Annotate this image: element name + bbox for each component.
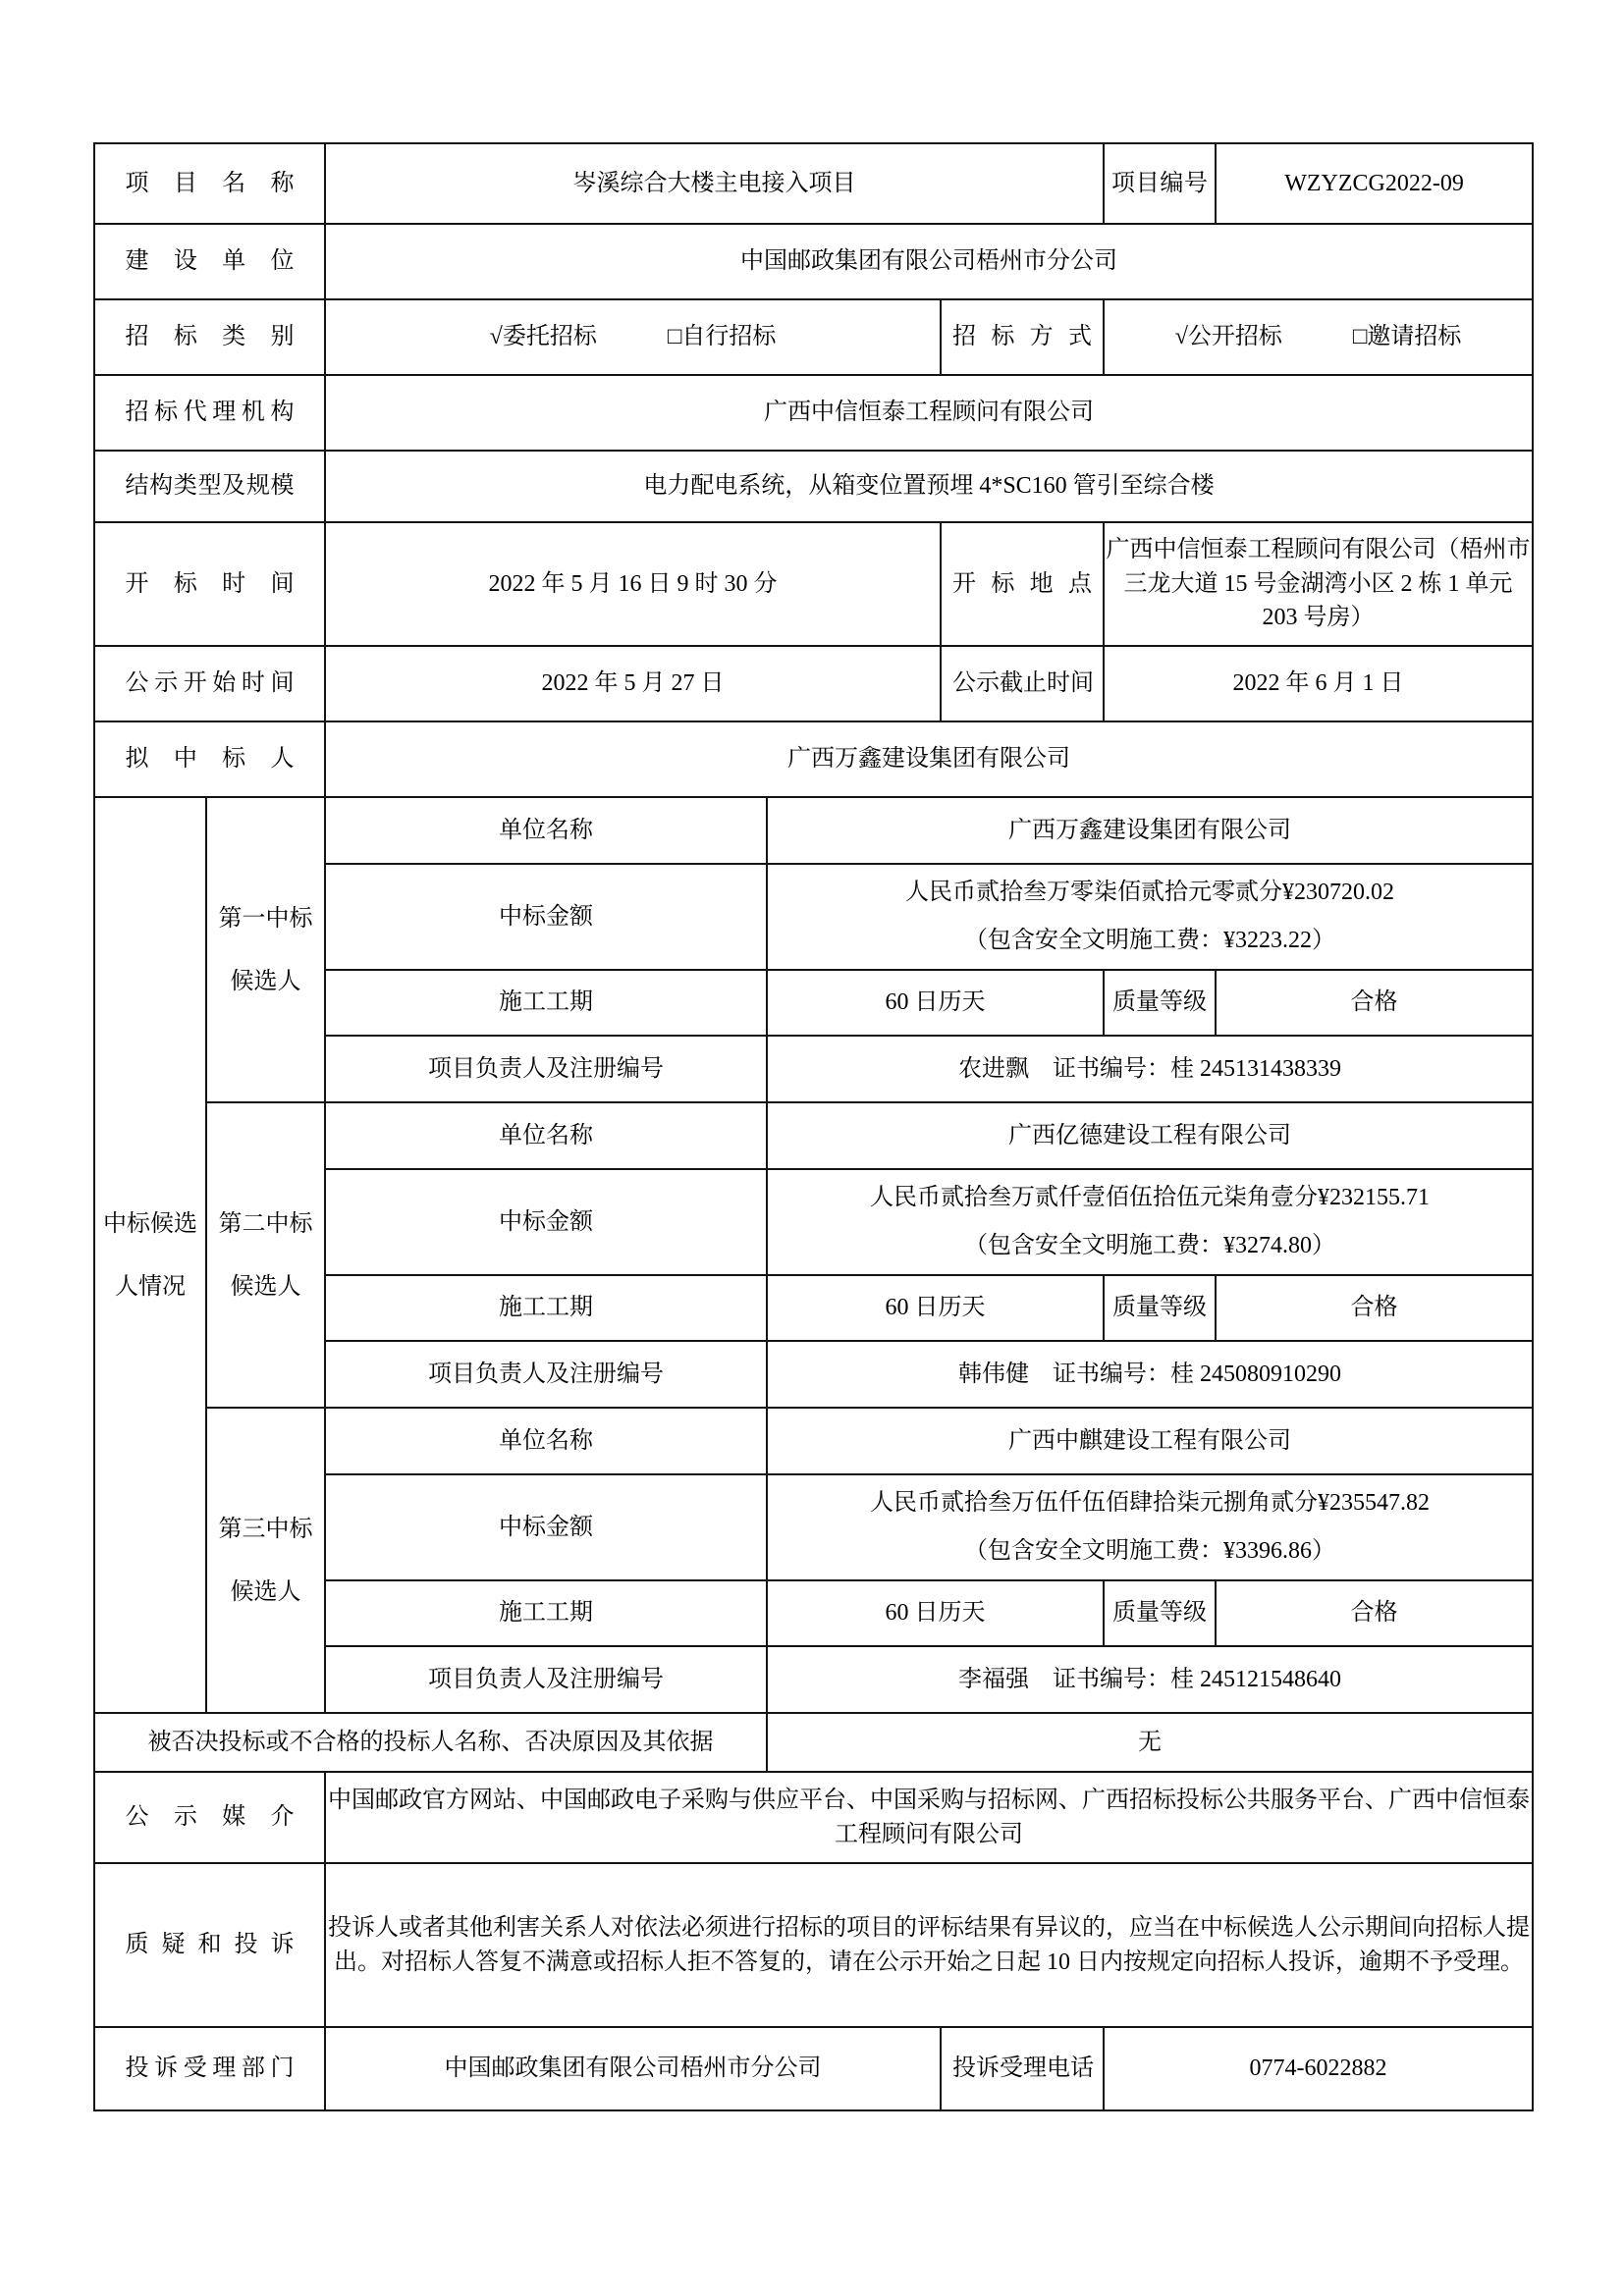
- rejected-bidders-value: 无: [767, 1713, 1533, 1772]
- tender-method-label: [941, 299, 1104, 375]
- candidate-2-quality-label: 质量等级: [1104, 1275, 1216, 1341]
- candidate-3-amount-note: （包含安全文明施工费：¥3396.86）: [964, 1538, 1336, 1564]
- candidate-3-rank-label: [206, 1408, 325, 1713]
- candidate-1-quality-label: 质量等级: [1104, 970, 1216, 1036]
- publicity-start-value: 2022 年 5 月 27 日: [325, 646, 941, 721]
- bid-result-publicity-table: [93, 142, 1534, 2111]
- candidate-3-duration-label: 施工工期: [325, 1580, 767, 1646]
- structure-type-label: [94, 451, 325, 522]
- project-name-label: [94, 143, 325, 224]
- candidate-2-rank-label: [206, 1102, 325, 1408]
- candidate-1-amount-main: 人民币贰拾叁万零柒佰贰拾元零贰分¥230720.02: [905, 880, 1395, 906]
- candidate-2-amount-main: 人民币贰拾叁万贰仟壹佰伍拾伍元柒角壹分¥232155.71: [870, 1185, 1431, 1211]
- objection-value: 投诉人或者其他利害关系人对依法必须进行招标的项目的评标结果有异议的，应当在中标候选人公示期间向招标人提出。对招标人答复不满意或招标人拒不答复的，请在公示开始之日起 10 日内按规定向招标人投诉，逾期不予受理。: [325, 1863, 1533, 2027]
- publicity-end-label: [941, 646, 1104, 721]
- proposed-winner-value: 广西万鑫建设集团有限公司: [325, 721, 1533, 797]
- candidate-3-quality-value: 合格: [1216, 1580, 1533, 1646]
- tender-method-value: √公开招标 □邀请招标: [1104, 299, 1533, 375]
- candidate-2-rank-line2: 候选人: [230, 1273, 301, 1300]
- candidates-section-label-line1: 中标候选: [103, 1210, 197, 1237]
- candidate-1-rank-line2: 候选人: [230, 968, 301, 994]
- publicity-media-value: 中国邮政官方网站、中国邮政电子采购与供应平台、中国采购与招标网、广西招标投标公共服务平台、广西中信恒泰工程顾问有限公司: [325, 1772, 1533, 1863]
- publicity-start-label: [94, 646, 325, 721]
- candidate-1-duration-value: 60 日历天: [767, 970, 1104, 1036]
- owner-label-text: 建设单位: [125, 248, 295, 275]
- candidates-section-label: [94, 797, 206, 1713]
- candidate-1-quality-value: 合格: [1216, 970, 1533, 1036]
- complaint-phone-label: [941, 2027, 1104, 2110]
- candidate-1-rank-line1: 第一中标: [218, 905, 313, 932]
- candidate-3-company-label: 单位名称: [325, 1408, 767, 1474]
- proposed-winner-label-text: 拟中标人: [125, 746, 295, 773]
- complaint-dept-value: 中国邮政集团有限公司梧州市分公司: [325, 2027, 941, 2110]
- publicity-end-value: 2022 年 6 月 1 日: [1104, 646, 1533, 721]
- owner-value: 中国邮政集团有限公司梧州市分公司: [325, 224, 1533, 299]
- candidate-2-company-value: 广西亿德建设工程有限公司: [767, 1102, 1533, 1169]
- candidate-2-duration-value: 60 日历天: [767, 1275, 1104, 1341]
- opening-place-label: [941, 522, 1104, 646]
- opening-time-label-text: 开标时间: [125, 570, 295, 597]
- rejected-bidders-label: 被否决投标或不合格的投标人名称、否决原因及其依据: [94, 1713, 767, 1772]
- project-code-label: [1104, 143, 1216, 224]
- candidate-1-company-label: 单位名称: [325, 797, 767, 864]
- complaint-phone-value: 0774-6022882: [1104, 2027, 1533, 2110]
- candidate-3-rank-line2: 候选人: [230, 1578, 301, 1605]
- agency-label: [94, 375, 325, 451]
- publicity-media-label-text: 公示媒介: [125, 1804, 295, 1831]
- candidate-2-amount-note: （包含安全文明施工费：¥3274.80）: [964, 1233, 1336, 1258]
- owner-label: [94, 224, 325, 299]
- opening-time-label: [94, 522, 325, 646]
- candidate-2-company-label: 单位名称: [325, 1102, 767, 1169]
- candidate-2-amount-label: 中标金额: [325, 1169, 767, 1275]
- candidate-2-quality-value: 合格: [1216, 1275, 1533, 1341]
- publicity-end-label-text: 公示截止时间: [952, 670, 1095, 697]
- tender-method-label-text: 招标方式: [952, 324, 1093, 350]
- candidate-2-duration-label: 施工工期: [325, 1275, 767, 1341]
- structure-type-label-text: 结构类型及规模: [125, 473, 295, 500]
- candidate-3-quality-label: 质量等级: [1104, 1580, 1216, 1646]
- opening-place-value: 广西中信恒泰工程顾问有限公司（梧州市三龙大道 15 号金湖湾小区 2 栋 1 单元 203 号房）: [1104, 522, 1533, 646]
- candidate-3-rank-line1: 第三中标: [218, 1516, 313, 1542]
- candidate-3-amount-value: [767, 1474, 1533, 1580]
- structure-type-value: 电力配电系统，从箱变位置预埋 4*SC160 管引至综合楼: [325, 451, 1533, 522]
- candidate-3-amount-main: 人民币贰拾叁万伍仟伍佰肆拾柒元捌角贰分¥235547.82: [870, 1490, 1431, 1517]
- candidate-1-manager-value: 农进飘 证书编号：桂 245131438339: [767, 1036, 1533, 1102]
- candidate-3-company-value: 广西中麒建设工程有限公司: [767, 1408, 1533, 1474]
- agency-value: 广西中信恒泰工程顾问有限公司: [325, 375, 1533, 451]
- agency-label-text: 招标代理机构: [125, 400, 295, 426]
- candidates-section-label-line2: 人情况: [115, 1273, 186, 1300]
- publicity-start-label-text: 公示开始时间: [125, 670, 295, 697]
- candidate-2-rank-line1: 第二中标: [218, 1210, 313, 1237]
- complaint-dept-label: [94, 2027, 325, 2110]
- complaint-dept-label-text: 投诉受理部门: [125, 2056, 295, 2082]
- publicity-media-label: [94, 1772, 325, 1863]
- project-name-label-text: 项目名称: [125, 170, 295, 196]
- candidate-1-duration-label: 施工工期: [325, 970, 767, 1036]
- candidate-3-duration-value: 60 日历天: [767, 1580, 1104, 1646]
- candidate-1-manager-label: 项目负责人及注册编号: [325, 1036, 767, 1102]
- project-code-label-text: 项目编号: [1111, 170, 1209, 196]
- candidate-2-amount-value: [767, 1169, 1533, 1275]
- project-name-value: 岑溪综合大楼主电接入项目: [325, 143, 1104, 224]
- proposed-winner-label: [94, 721, 325, 797]
- complaint-phone-label-text: 投诉受理电话: [952, 2056, 1095, 2082]
- project-code-value: WZYZCG2022-09: [1216, 143, 1533, 224]
- candidate-1-amount-note: （包含安全文明施工费：¥3223.22）: [964, 928, 1336, 953]
- tender-category-label: [94, 299, 325, 375]
- candidate-2-manager-label: 项目负责人及注册编号: [325, 1341, 767, 1408]
- candidate-1-rank-label: [206, 797, 325, 1102]
- candidate-1-amount-value: [767, 864, 1533, 970]
- objection-label-text: 质疑和投诉: [125, 1932, 295, 1958]
- tender-category-label-text: 招标类别: [125, 324, 295, 350]
- opening-time-value: 2022 年 5 月 16 日 9 时 30 分: [325, 522, 941, 646]
- tender-category-value: √委托招标 □自行招标: [325, 299, 941, 375]
- candidate-3-manager-label: 项目负责人及注册编号: [325, 1646, 767, 1713]
- candidate-3-amount-label: 中标金额: [325, 1474, 767, 1580]
- opening-place-label-text: 开标地点: [952, 570, 1093, 597]
- objection-label: [94, 1863, 325, 2027]
- candidate-1-company-value: 广西万鑫建设集团有限公司: [767, 797, 1533, 864]
- candidate-1-amount-label: 中标金额: [325, 864, 767, 970]
- candidate-3-manager-value: 李福强 证书编号：桂 245121548640: [767, 1646, 1533, 1713]
- candidate-2-manager-value: 韩伟健 证书编号：桂 245080910290: [767, 1341, 1533, 1408]
